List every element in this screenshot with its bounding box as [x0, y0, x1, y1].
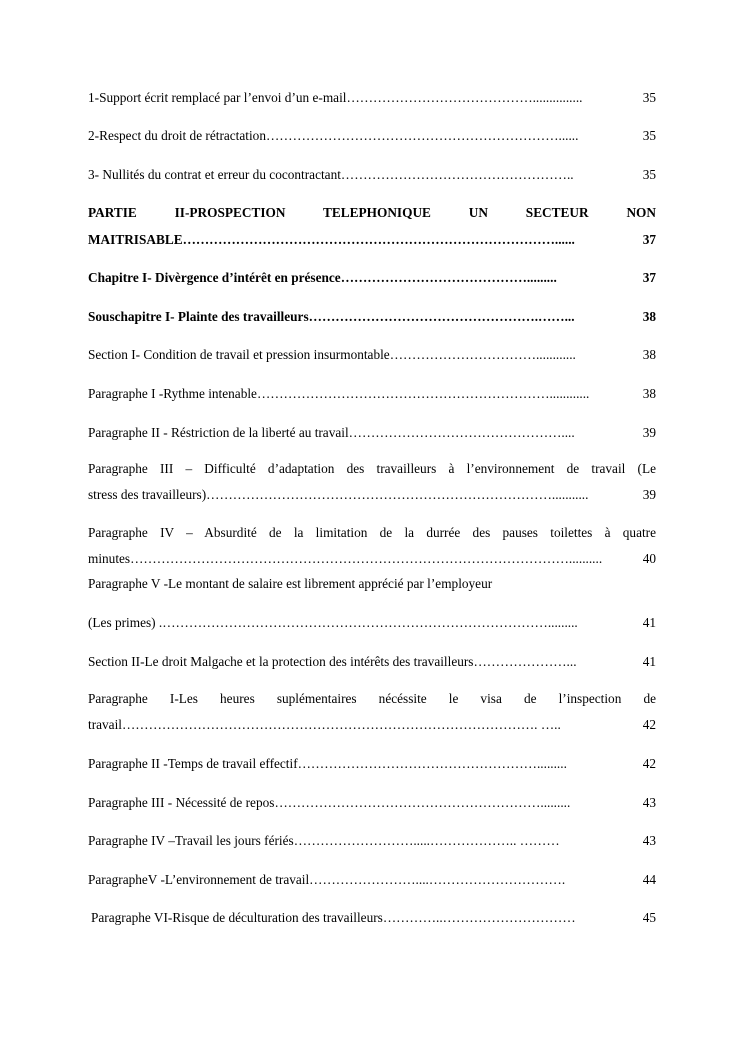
- toc-entry-label: Paragraphe II -Temps de travail effectif: [88, 756, 298, 771]
- toc-entry-paragraphe-i-heures-sup-cont: [88, 717, 656, 733]
- toc-entry-paragraphe-v-salaire: [88, 576, 656, 592]
- toc-entry-line1: Paragraphe I-Les heures suplémentaires nécéssite le visa de l’inspection de: [88, 691, 656, 706]
- toc-leader-dots: ………………………………………………………………………………………..........: [130, 551, 603, 566]
- toc-entry-label: 2-Respect du droit de rétractation: [88, 128, 266, 143]
- toc-page-number: 42: [642, 717, 656, 732]
- toc-page-number: 38: [642, 347, 656, 362]
- toc-entry-respect-retractation: [88, 128, 656, 144]
- toc-leader-dots: …………..…………………………: [382, 910, 576, 925]
- toc-entry-paragraphe-iii-cont: [88, 487, 656, 503]
- toc-leader-dots: ……………………………………...............: [346, 90, 583, 105]
- toc-entry-label: stress des travailleurs): [88, 487, 207, 502]
- toc-page-number: 38: [642, 386, 656, 401]
- toc-leader-dots: …………………………………………………….........: [274, 795, 571, 810]
- toc-entry-label: Section I- Condition de travail et pression insurmontable: [88, 347, 390, 362]
- toc-page-number: 44: [642, 872, 656, 887]
- toc-entry-label: Paragraphe I -Rythme intenable: [88, 386, 257, 401]
- toc-entry-paragraphe-iii-repos: [88, 795, 656, 811]
- toc-entry-paragraphe-iv-pauses: [88, 525, 656, 541]
- toc-entry-label: Section II-Le droit Malgache et la protection des intérêts des travailleurs: [88, 654, 474, 669]
- toc-leader-dots: ……………………….....……………….. ………: [293, 833, 560, 848]
- toc-page-number: 41: [642, 615, 656, 630]
- toc-entry-label: travail: [88, 717, 122, 732]
- toc-leader-dots: …………………...: [473, 654, 577, 669]
- toc-page-number: 35: [642, 90, 656, 105]
- toc-leader-dots: ……………………………………………………………………...........: [206, 487, 589, 502]
- toc-leader-dots: …………………………………………………………………………………. …..: [121, 717, 561, 732]
- toc-entry-paragraphe-vi-deculturation: [91, 910, 656, 926]
- toc-leader-dots: ……………………………………………..: [340, 167, 574, 182]
- toc-entry-paragraphe-v-cont: [88, 615, 656, 631]
- toc-entry-label: Paragraphe VI-Risque de déculturation des travailleurs: [91, 910, 383, 925]
- toc-entry-paragraphe-iv-cont: [88, 551, 656, 567]
- toc-entry-paragraphe-i-rythme: [88, 386, 656, 402]
- toc-entry-label: ParagrapheV -L’environnement de travail: [88, 872, 310, 887]
- toc-leader-dots: …………………………………………………………………………......: [182, 232, 575, 247]
- toc-entry-paragraphe-iv-feries: [88, 833, 656, 849]
- toc-leader-dots: ……………………………………………….........: [297, 756, 567, 771]
- toc-page-number: 39: [642, 487, 656, 502]
- toc-entry-paragraphe-i-heures-sup: [88, 691, 656, 707]
- toc-entry-paragraphe-ii-restriction: [88, 425, 656, 441]
- toc-entry-line1: Paragraphe III – Difficulté d’adaptation des travailleurs à l’environnement de travail (Le: [88, 461, 656, 476]
- toc-entry-nullites-contrat: [88, 167, 656, 183]
- toc-page-number: 40: [642, 551, 656, 566]
- toc-entry-line1: Paragraphe V -Le montant de salaire est librement apprécié par l’employeur: [88, 576, 493, 591]
- toc-entry-label: Paragraphe III - Nécessité de repos: [88, 795, 275, 810]
- toc-leader-dots: …………………………………………….……...: [308, 309, 575, 324]
- toc-entry-section-i: [88, 347, 656, 363]
- toc-entry-label: 3- Nullités du contrat et erreur du cocontractant: [88, 167, 341, 182]
- toc-page-number: 37: [642, 270, 656, 285]
- toc-entry-label: Souschapitre I- Plainte des travailleurs: [88, 309, 309, 324]
- toc-leader-dots: …………………………………………………………………………….........: [162, 615, 578, 630]
- toc-entry-line1: Paragraphe IV – Absurdité de la limitation de la durrée des pauses toilettes à quatre: [88, 525, 656, 540]
- toc-entry-souschapitre-i: [88, 309, 656, 325]
- toc-page-number: 38: [642, 309, 656, 324]
- toc-entry-line1: PARTIE II-PROSPECTION TELEPHONIQUE UN SECTEUR NON: [88, 205, 656, 220]
- toc-entry-label: Paragraphe IV –Travail les jours fériés: [88, 833, 294, 848]
- toc-leader-dots: …………………………………………....: [348, 425, 575, 440]
- toc-entry-paragraphe-iii-adaptation: [88, 461, 656, 477]
- toc-entry-label: MAITRISABLE: [88, 232, 183, 247]
- toc-entry-chapitre-i: [88, 270, 656, 286]
- toc-leader-dots: …………………………………………………………............: [256, 386, 590, 401]
- toc-page-number: 37: [642, 232, 656, 247]
- toc-entry-label: Chapitre I- Divèrgence d’intérêt en présence: [88, 270, 341, 285]
- toc-entry-label: minutes: [88, 551, 131, 566]
- toc-leader-dots: …………………………………………………………......: [265, 128, 579, 143]
- toc-entry-label: (Les primes) .: [88, 615, 163, 630]
- toc-entry-label: 1-Support écrit remplacé par l’envoi d’un e-mail: [88, 90, 347, 105]
- toc-entry-label: Paragraphe II - Réstriction de la liberté au travail: [88, 425, 349, 440]
- toc-entry-partie-ii: [88, 205, 656, 221]
- toc-page-number: 39: [642, 425, 656, 440]
- toc-entry-section-ii: [88, 654, 656, 670]
- toc-leader-dots: ……………………………............: [389, 347, 576, 362]
- toc-page-number: 35: [642, 167, 656, 182]
- toc-page-number: 43: [642, 833, 656, 848]
- toc-leader-dots: …………………………………….........: [340, 270, 557, 285]
- toc-entry-paragraphe-ii-temps: [88, 756, 656, 772]
- toc-page-number: 42: [642, 756, 656, 771]
- toc-entry-support-ecrit: [88, 90, 656, 106]
- toc-page-number: 41: [642, 654, 656, 669]
- toc-page-number: 43: [642, 795, 656, 810]
- toc-entry-partie-ii-cont: [88, 232, 656, 248]
- toc-page-number: 35: [642, 128, 656, 143]
- toc-leader-dots: ……………………....………………………….: [309, 872, 566, 887]
- toc-entry-paragraphe-v-environnement: [88, 872, 656, 888]
- toc-page-number: 45: [642, 910, 656, 925]
